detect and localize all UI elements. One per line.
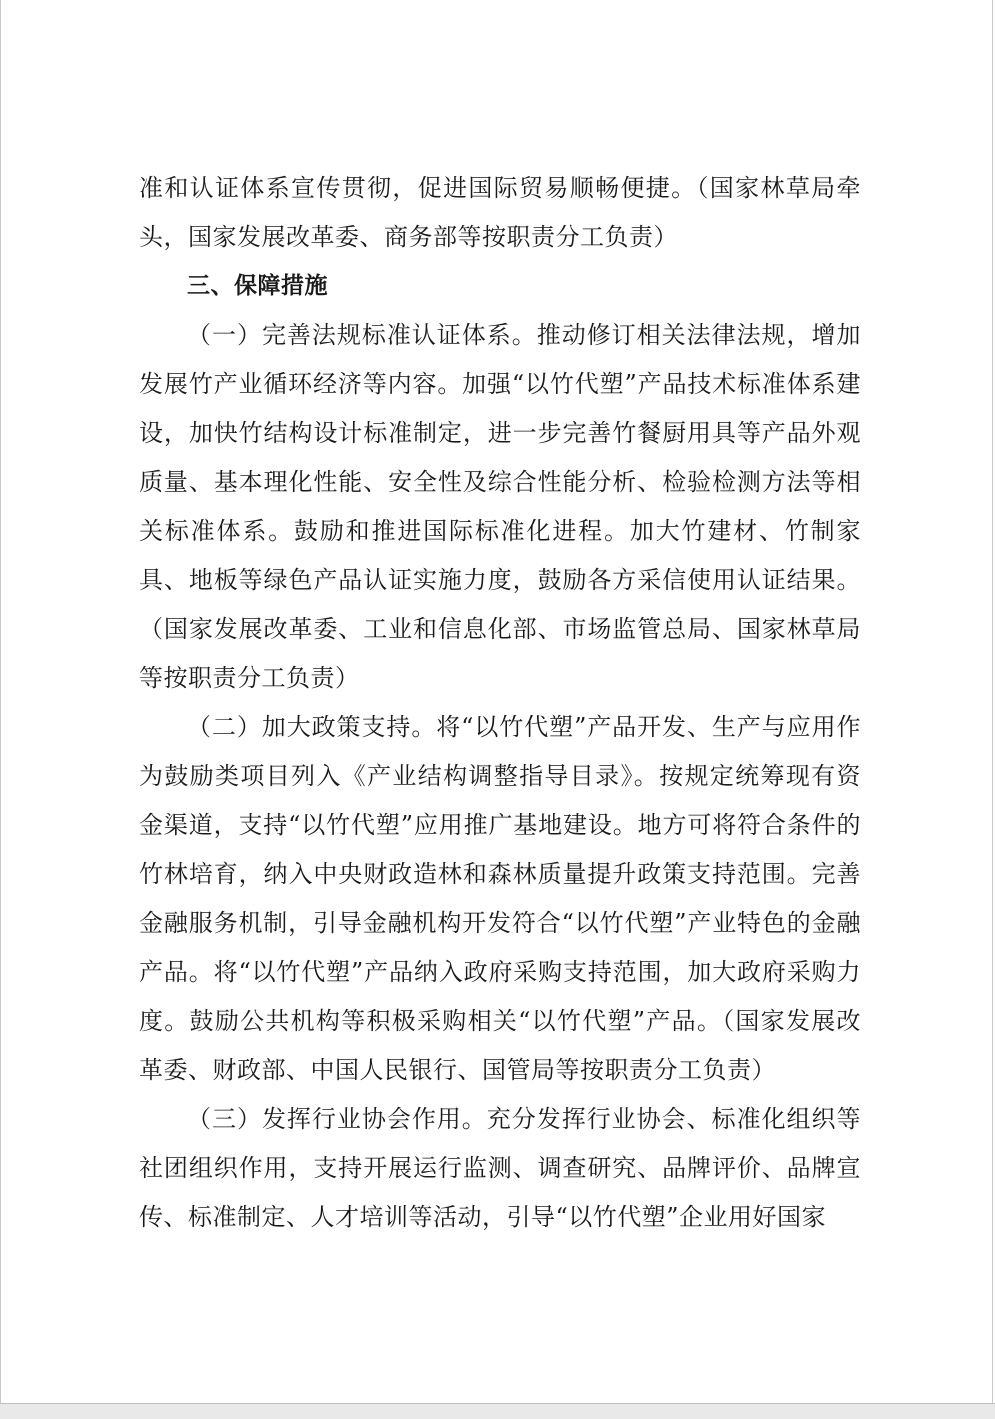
item-3-body: 充分发挥行业协会、标准化组织等社团组织作用，支持开展运行监测、调查研究、品牌评价、品牌宣传、标准制定、人才培训等活动，引导“以竹代塑”企业用好国家 [139,1105,862,1231]
paragraph-item-1 [139,311,861,703]
paragraph-item-3 [139,1095,861,1242]
item-2-title: （二）加大政策支持。 [187,713,437,741]
item-1-body: 推动修订相关法律法规，增加发展竹产业循环经济等内容。加强“以竹代塑”产品技术标准体系建设，加快竹结构设计标准制定，进一步完善竹餐厨用具等产品外观质量、基本理化性能、安全性及综合性能分析、检验检测方法等相关标准体系。鼓励和推进国际标准化进程。加大竹建材、竹制家具、地板等绿色产品认证实施力度，鼓励各方采信使用认证结果。（国家发展改革委、工业和信息化部、市场监管总局、国家林草局等按职责分工负责） [139,321,862,692]
page-gap [0,1403,995,1419]
item-1-title: （一）完善法规标准认证体系。 [187,321,537,349]
document-body [139,164,861,1242]
section-heading: 三、保障措施 [187,273,328,299]
item-2-body: 将“以竹代塑”产品开发、生产与应用作为鼓励类项目列入《产业结构调整指导目录》。按规定统筹现有资金渠道，支持“以竹代塑”应用推广基地建设。地方可将符合条件的竹林培育，纳入中央财政造林和森林质量提升政策支持范围。完善金融服务机制，引导金融机构开发符合“以竹代塑”产业特色的金融产品。将“以竹代塑”产品纳入政府采购支持范围，加大政府采购力度。鼓励公共机构等积极采购相关“以竹代塑”产品。（国家发展改革委、财政部、中国人民银行、国管局等按职责分工负责） [139,713,861,1084]
paragraph-item-2 [139,703,861,1095]
continuation-paragraph: 准和认证体系宣传贯彻，促进国际贸易顺畅便捷。（国家林草局牵头，国家发展改革委、商务部等按职责分工负责） [139,174,861,251]
item-3-title: （三）发挥行业协会作用。 [187,1105,487,1133]
